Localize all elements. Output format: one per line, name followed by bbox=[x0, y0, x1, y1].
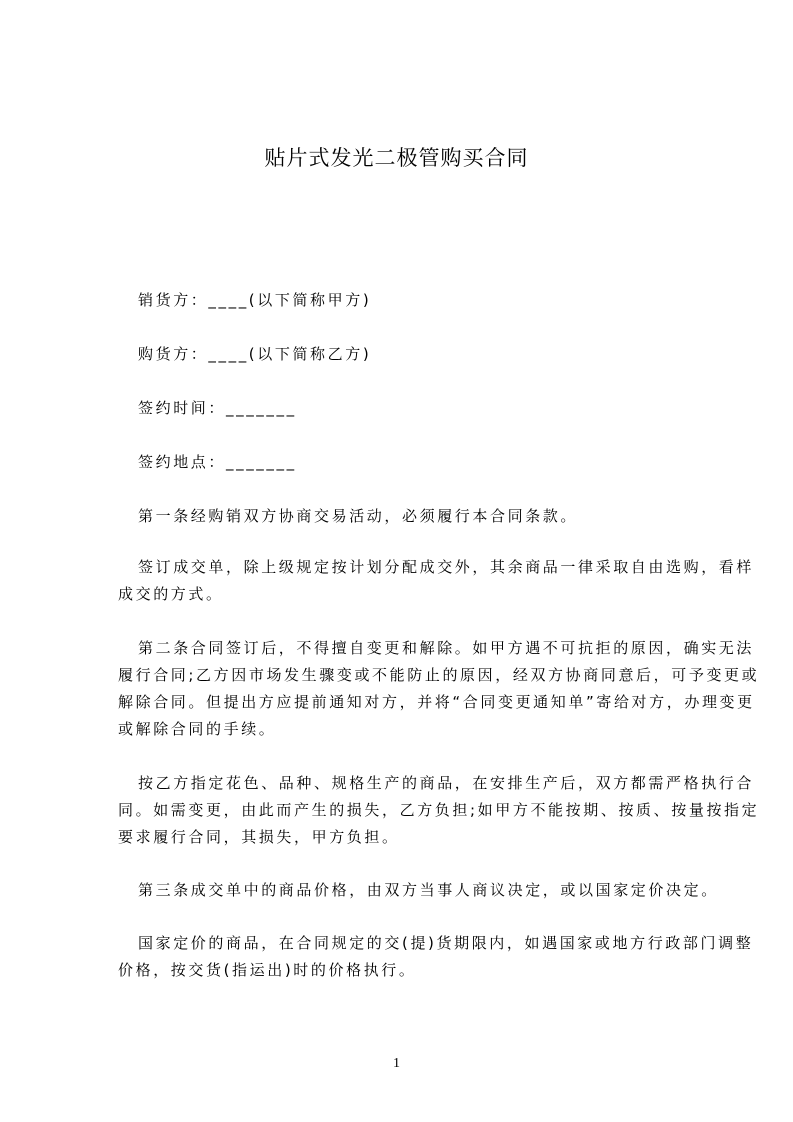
paragraph-line: 签约时间：_______ bbox=[138, 399, 297, 417]
paragraph-line: 签订成交单，除上级规定按计划分配成交外，其余商品一律采取自由选购，看样 bbox=[138, 558, 755, 576]
paragraph-line: 销货方：____(以下简称甲方) bbox=[138, 291, 372, 309]
paragraph-line: 价格，按交货(指运出)时的价格执行。 bbox=[118, 961, 417, 979]
paragraph-line: 第二条合同签订后，不得擅自变更和解除。如甲方遇不可抗拒的原因，确实无法 bbox=[138, 639, 755, 657]
paragraph bbox=[118, 635, 760, 743]
paragraph-line: 成交的方式。 bbox=[118, 585, 224, 603]
paragraph-line: 要求履行合同，其损失，甲方负担。 bbox=[118, 828, 400, 846]
paragraph bbox=[118, 395, 708, 422]
paragraph-line: 或解除合同的手续。 bbox=[118, 720, 277, 738]
paragraph bbox=[118, 449, 708, 476]
paragraph bbox=[118, 877, 719, 904]
paragraph-line: 同。如需变更，由此而产生的损失，乙方负担;如甲方不能按期、按质、按量按指定 bbox=[118, 801, 760, 819]
paragraph bbox=[118, 554, 755, 608]
paragraph bbox=[118, 770, 760, 851]
paragraph bbox=[118, 341, 708, 368]
paragraph-line: 第一条经购销双方协商交易活动，必须履行本合同条款。 bbox=[138, 507, 579, 525]
paragraph bbox=[118, 503, 708, 530]
paragraph-line: 国家定价的商品，在合同规定的交(提)货期限内，如遇国家或地方行政部门调整 bbox=[138, 934, 754, 952]
paragraph-line: 第三条成交单中的商品价格，由双方当事人商议决定，或以国家定价决定。 bbox=[138, 881, 719, 899]
paragraph-line: 按乙方指定花色、品种、规格生产的商品，在安排生产后，双方都需严格执行合 bbox=[138, 774, 755, 792]
document-title: 贴片式发光二极管购买合同 bbox=[264, 146, 529, 170]
paragraph bbox=[118, 287, 708, 314]
paragraph-line: 签约地点：_______ bbox=[138, 453, 297, 471]
paragraph bbox=[118, 930, 754, 984]
page-number: 1 bbox=[393, 1056, 400, 1071]
paragraph-line: 购货方：____(以下简称乙方) bbox=[138, 345, 372, 363]
paragraph-line: 解除合同。但提出方应提前通知对方，并将“合同变更通知单”寄给对方，办理变更 bbox=[118, 693, 755, 711]
paragraph-line: 履行合同;乙方因市场发生骤变或不能防止的原因，经双方协商同意后，可予变更或 bbox=[118, 666, 760, 684]
